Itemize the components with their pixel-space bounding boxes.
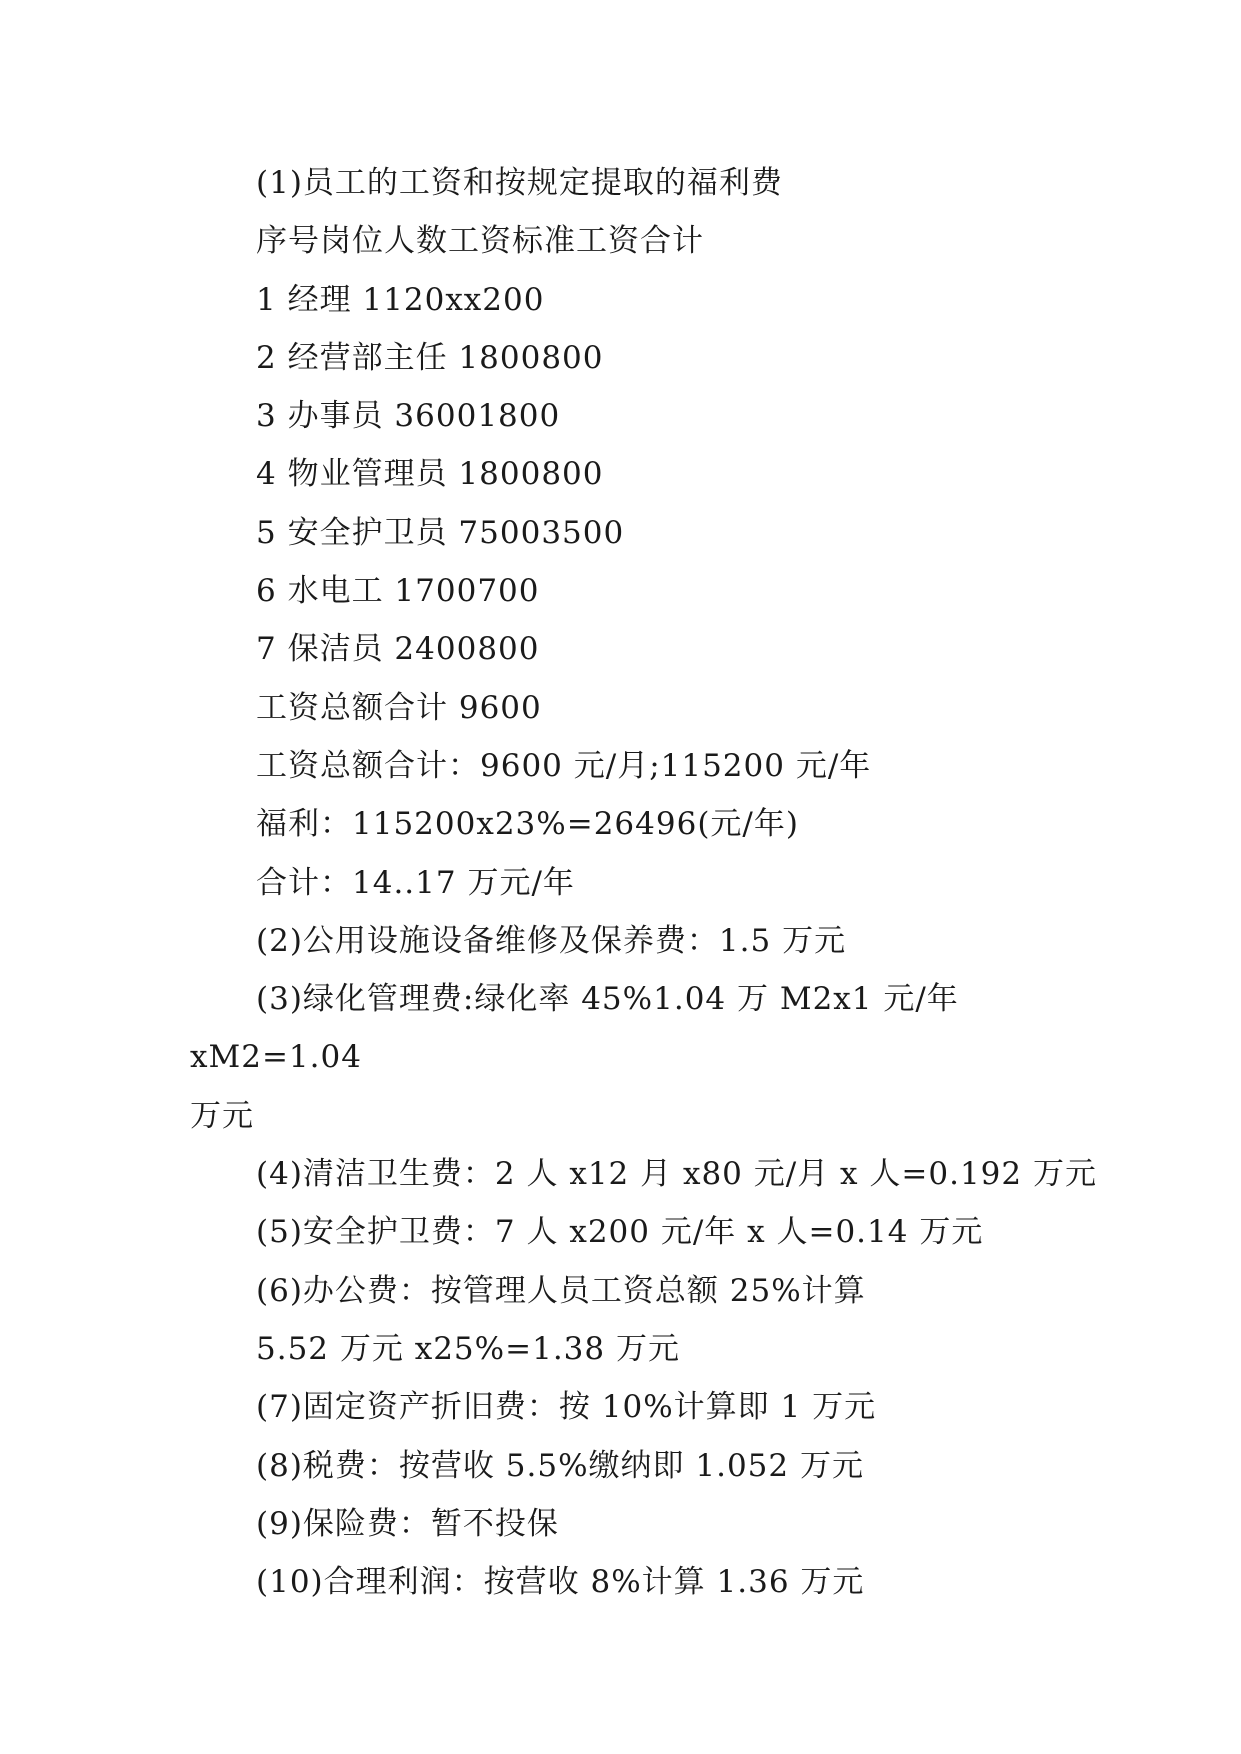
insurance-fee-line: (9)保险费：暂不投保 [256, 1505, 559, 1542]
office-fee-line: (6)办公费：按管理人员工资总额 25%计算 [256, 1272, 866, 1309]
reasonable-profit-line: (10)合理利润：按营收 8%计算 1.36 万元 [256, 1564, 865, 1601]
wage-row-clerk: 3 办事员 36001800 [256, 398, 561, 435]
depreciation-fee-line: (7)固定资产折旧费：按 10%计算即 1 万元 [256, 1389, 877, 1426]
wage-row-manager: 1 经理 1120xx200 [256, 281, 545, 318]
welfare-calculation: 福利：115200x23%=26496(元/年) [256, 806, 799, 843]
cleaning-fee-line: (4)清洁卫生费：2 人 x12 月 x80 元/月 x 人=0.192 万元 [256, 1156, 1097, 1193]
tax-fee-line: (8)税费：按营收 5.5%缴纳即 1.052 万元 [256, 1447, 864, 1484]
wage-total-monthly-yearly: 工资总额合计：9600 元/月;115200 元/年 [256, 747, 872, 784]
wage-row-security-guard: 5 安全护卫员 75003500 [256, 514, 625, 551]
wage-total-line: 工资总额合计 9600 [256, 689, 542, 726]
wage-row-electrician: 6 水电工 1700700 [256, 573, 540, 610]
section-heading-staff-wages: (1)员工的工资和按规定提取的福利费 [256, 165, 783, 201]
maintenance-fee-line: (2)公用设施设备维修及保养费：1.5 万元 [256, 922, 847, 959]
wage-row-property-manager: 4 物业管理员 1800800 [256, 456, 604, 493]
security-fee-line: (5)安全护卫费：7 人 x200 元/年 x 人=0.14 万元 [256, 1214, 984, 1251]
office-fee-calculation: 5.52 万元 x25%=1.38 万元 [256, 1330, 680, 1367]
welfare-subtotal: 合计：14..17 万元/年 [256, 864, 575, 901]
table-header-text: 序号岗位人数工资标准工资合计 [256, 223, 704, 260]
document-body [190, 154, 1097, 1611]
wage-row-cleaner: 7 保洁员 2400800 [256, 631, 540, 668]
greening-fee-line: (3)绿化管理费:绿化率 45%1.04 万 M2x1 元/年 xM2=1.04 万元 [190, 981, 959, 1134]
wage-row-operations-director: 2 经营部主任 1800800 [256, 339, 604, 376]
